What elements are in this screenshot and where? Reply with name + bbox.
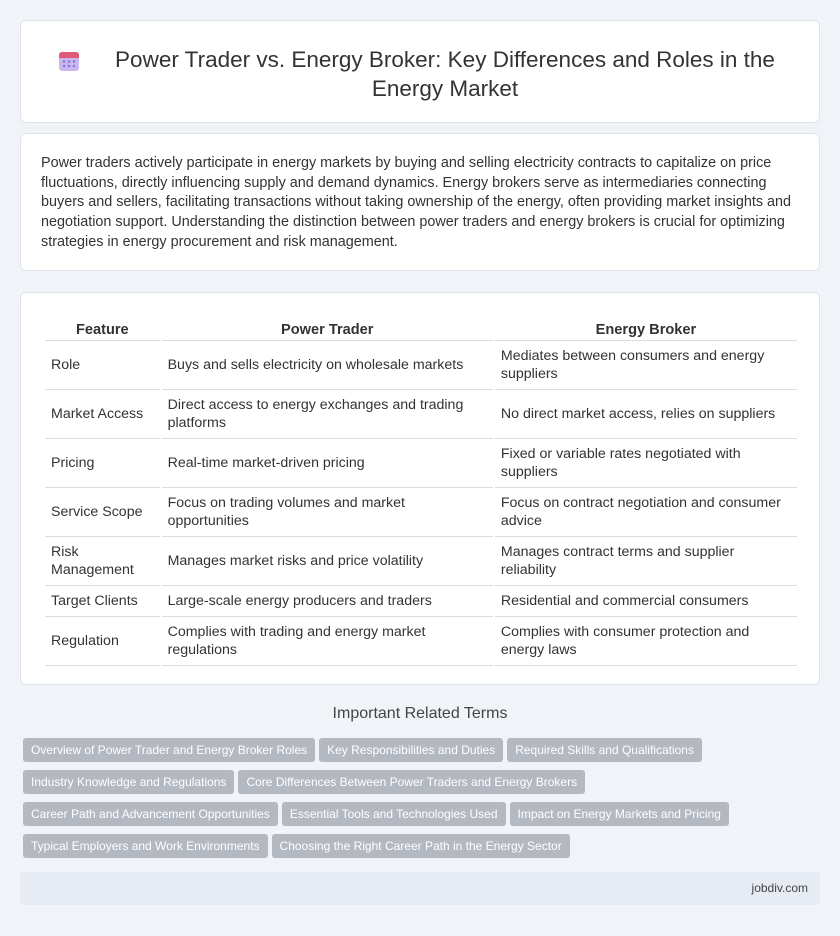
related-term-link[interactable]: Overview of Power Trader and Energy Broker Roles xyxy=(23,738,315,762)
comparison-card xyxy=(20,292,820,685)
related-term-link[interactable]: Choosing the Right Career Path in the Energy Sector xyxy=(272,834,570,858)
table-row xyxy=(45,439,797,488)
energy-broker-cell: Manages contract terms and supplier reliability xyxy=(495,537,797,586)
intro-card xyxy=(20,133,820,271)
header-energy-broker: Energy Broker xyxy=(495,309,797,341)
table-row xyxy=(45,390,797,439)
table-row xyxy=(45,586,797,617)
related-term-link[interactable]: Impact on Energy Markets and Pricing xyxy=(510,802,729,826)
power-trader-cell: Complies with trading and energy market regulations xyxy=(162,617,493,666)
feature-cell: Pricing xyxy=(45,439,160,488)
intro-paragraph: Power traders actively participate in energy markets by buying and selling electricity contracts to capitalize on price fluctuations, directly influencing supply and demand dynamics. Energy brokers serve as intermediaries connecting buyers and sellers, facilitating transactions without taking ownership of the energy, often providing market insights and negotiation support. Understanding the distinction between power traders and energy brokers is crucial for optimizing strategies in energy procurement and risk management. xyxy=(41,155,792,250)
header-feature: Feature xyxy=(45,309,160,341)
power-trader-cell: Buys and sells electricity on wholesale markets xyxy=(162,341,493,390)
power-trader-cell: Real-time market-driven pricing xyxy=(162,439,493,488)
footer xyxy=(20,872,820,905)
related-term-link[interactable]: Key Responsibilities and Duties xyxy=(319,738,503,762)
related-term-link[interactable]: Essential Tools and Technologies Used xyxy=(282,802,506,826)
energy-broker-cell: No direct market access, relies on suppliers xyxy=(495,390,797,439)
related-term-link[interactable]: Industry Knowledge and Regulations xyxy=(23,770,234,794)
comparison-table xyxy=(43,309,799,666)
feature-cell: Regulation xyxy=(45,617,160,666)
related-term-link[interactable]: Typical Employers and Work Environments xyxy=(23,834,268,858)
table-row xyxy=(45,537,797,586)
energy-broker-cell: Focus on contract negotiation and consumer advice xyxy=(495,488,797,537)
feature-cell: Market Access xyxy=(45,390,160,439)
table-row xyxy=(45,617,797,666)
power-trader-cell: Large-scale energy producers and traders xyxy=(162,586,493,617)
header-power-trader: Power Trader xyxy=(162,309,493,341)
feature-cell: Role xyxy=(45,341,160,390)
energy-broker-cell: Complies with consumer protection and energy laws xyxy=(495,617,797,666)
related-term-link[interactable]: Required Skills and Qualifications xyxy=(507,738,702,762)
feature-cell: Service Scope xyxy=(45,488,160,537)
related-terms-list xyxy=(23,738,743,866)
power-trader-cell: Direct access to energy exchanges and trading platforms xyxy=(162,390,493,439)
power-trader-cell: Focus on trading volumes and market opportunities xyxy=(162,488,493,537)
energy-broker-cell: Mediates between consumers and energy suppliers xyxy=(495,341,797,390)
feature-cell: Target Clients xyxy=(45,586,160,617)
footer-site-link[interactable]: jobdiv.com xyxy=(751,881,808,895)
related-term-link[interactable]: Core Differences Between Power Traders and Energy Brokers xyxy=(238,770,585,794)
related-terms-title: Important Related Terms xyxy=(332,705,508,722)
energy-broker-cell: Residential and commercial consumers xyxy=(495,586,797,617)
table-row xyxy=(45,341,797,390)
page-title: Power Trader vs. Energy Broker: Key Differences and Roles in the Energy Market xyxy=(115,47,775,101)
related-term-link[interactable]: Career Path and Advancement Opportunities xyxy=(23,802,278,826)
energy-broker-cell: Fixed or variable rates negotiated with suppliers xyxy=(495,439,797,488)
power-trader-cell: Manages market risks and price volatility xyxy=(162,537,493,586)
feature-cell: Risk Management xyxy=(45,537,160,586)
table-row xyxy=(45,488,797,537)
title-card xyxy=(20,20,820,123)
